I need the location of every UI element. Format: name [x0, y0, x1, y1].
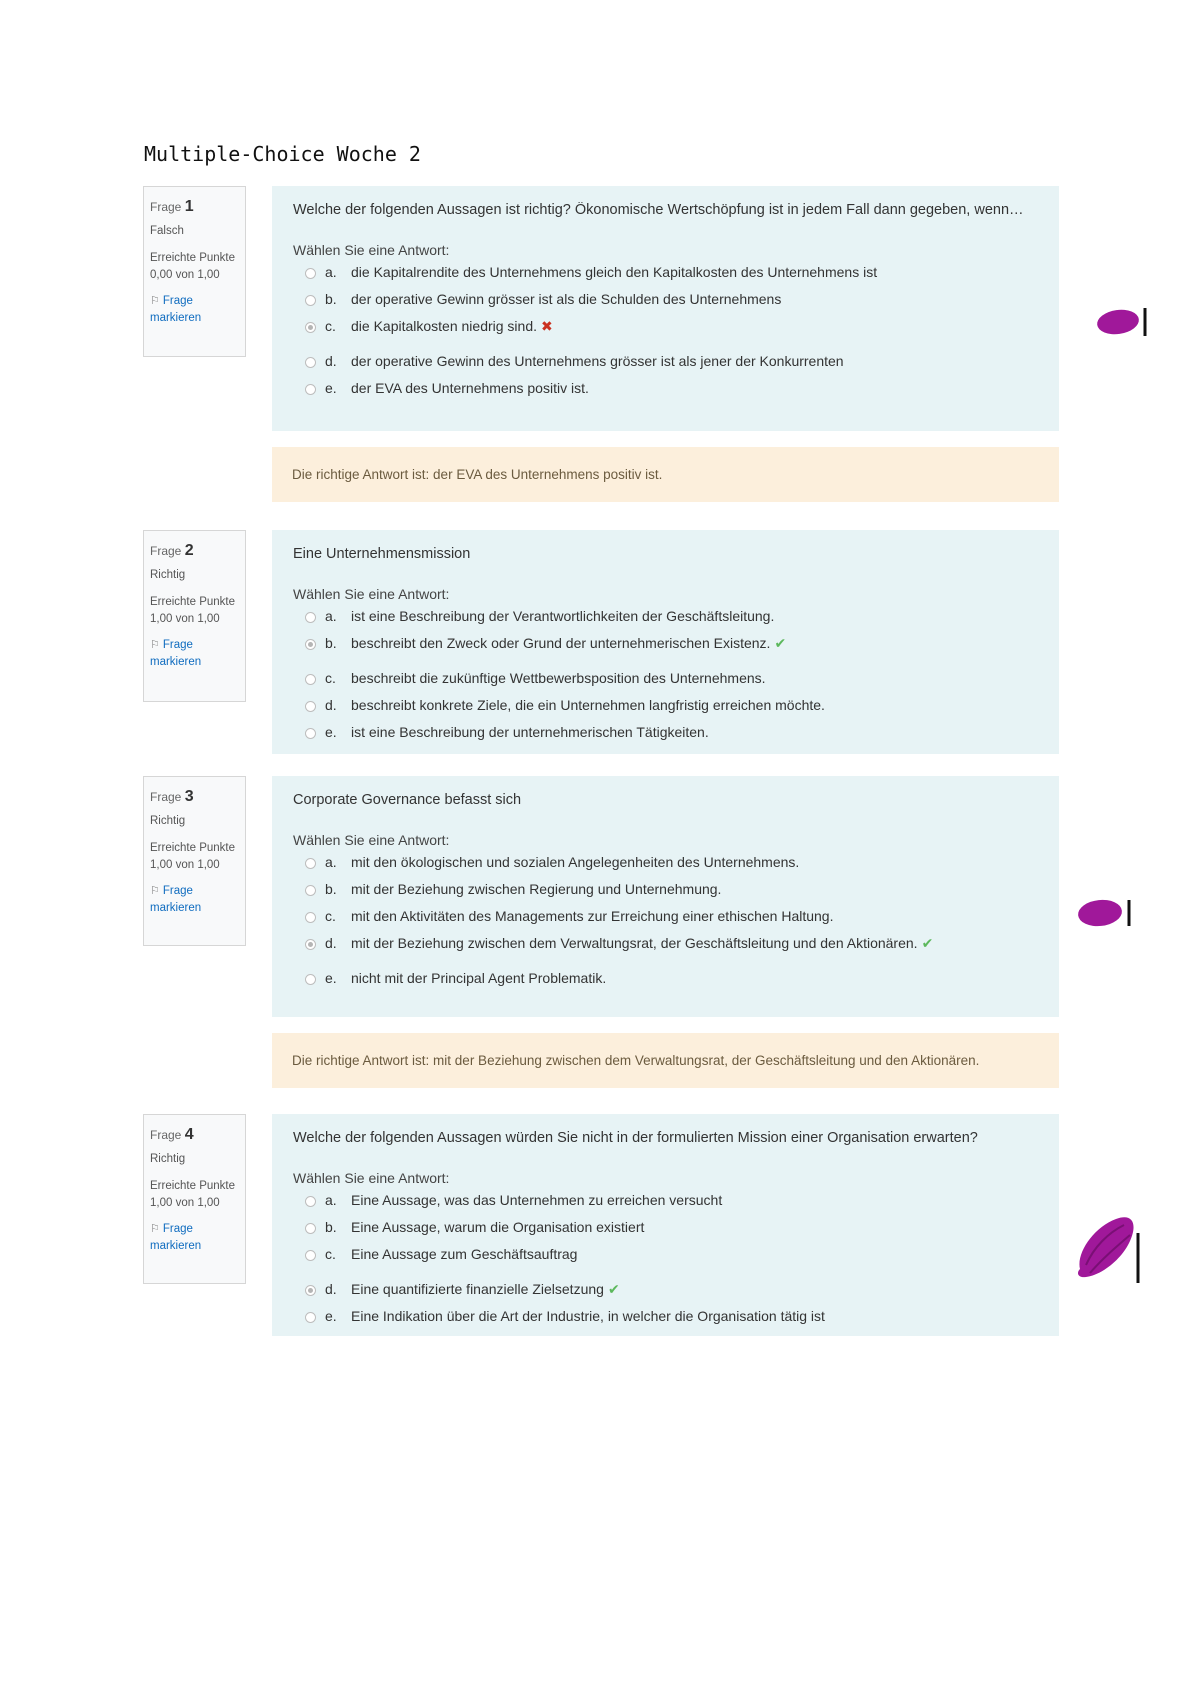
question-text: Welche der folgenden Aussagen ist richtig? Ökonomische Wertschöpfung ist in jedem Fall dann gegeben, wenn… [293, 202, 1024, 218]
answer-option-b[interactable]: b. der operative Gewinn grösser ist als die Schulden des Unternehmens [293, 291, 1039, 318]
question-info-4 [143, 1114, 246, 1284]
flag-question-link[interactable]: ⚐ Frage markieren [150, 885, 202, 915]
question-number: Frage 3 [150, 788, 194, 805]
question-number: Frage 1 [150, 198, 194, 215]
question-state: Falsch [150, 225, 184, 238]
radio-button-selected[interactable] [305, 939, 316, 950]
flag-question-link[interactable]: ⚐ Frage markieren [150, 1223, 202, 1253]
flag-icon: ⚐ [150, 639, 160, 652]
answer-prompt: Wählen Sie eine Antwort: [293, 242, 450, 258]
question-text: Welche der folgenden Aussagen würden Sie nicht in der formulierten Mission einer Organisation erwarten? [293, 1130, 978, 1146]
question-text: Eine Unternehmensmission [293, 546, 471, 562]
answer-option-a[interactable]: a. Eine Aussage, was das Unternehmen zu erreichen versucht [293, 1192, 1039, 1219]
correct-check-icon: ✔ [774, 635, 787, 651]
question-content-1 [272, 186, 1059, 431]
correct-check-icon: ✔ [921, 935, 934, 951]
correct-answer-feedback-3: Die richtige Antwort ist: mit der Beziehung zwischen dem Verwaltungsrat, der Geschäftsleitung und den Aktionären. [272, 1033, 1059, 1088]
radio-button[interactable] [305, 1250, 316, 1261]
radio-button[interactable] [305, 974, 316, 985]
question-info-2 [143, 530, 246, 702]
scribble-mark-2 [1075, 892, 1135, 934]
flag-question-link[interactable]: ⚐ Frage markieren [150, 639, 202, 669]
scribble-mark-1 [1094, 302, 1150, 342]
answer-option-d[interactable]: d. mit der Beziehung zwischen dem Verwaltungsrat, der Geschäftsleitung und den Aktionären. ✔ [293, 935, 1039, 962]
answer-option-c[interactable]: c. mit den Aktivitäten des Managements zur Erreichung einer ethischen Haltung. [293, 908, 1039, 935]
question-grade: Erreichte Punkte 0,00 von 1,00 [150, 251, 236, 281]
answer-prompt: Wählen Sie eine Antwort: [293, 1170, 450, 1186]
question-state: Richtig [150, 1153, 186, 1166]
answer-option-c[interactable]: c. die Kapitalkosten niedrig sind. ✖ [293, 318, 1039, 345]
radio-button[interactable] [305, 885, 316, 896]
radio-button-selected[interactable] [305, 639, 316, 650]
question-info-1 [143, 186, 246, 357]
question-state: Richtig [150, 815, 186, 828]
radio-button[interactable] [305, 268, 316, 279]
answer-option-b[interactable]: b. mit der Beziehung zwischen Regierung und Unternehmung. [293, 881, 1039, 908]
page-title: Multiple-Choice Woche 2 [144, 142, 421, 166]
question-state: Richtig [150, 569, 186, 582]
radio-button[interactable] [305, 912, 316, 923]
answer-prompt: Wählen Sie eine Antwort: [293, 832, 450, 848]
question-grade: Erreichte Punkte 1,00 von 1,00 [150, 595, 236, 625]
radio-button[interactable] [305, 384, 316, 395]
radio-button[interactable] [305, 858, 316, 869]
radio-button[interactable] [305, 674, 316, 685]
answer-option-b[interactable]: b. beschreibt den Zweck oder Grund der unternehmerischen Existenz. ✔ [293, 635, 1039, 662]
radio-button-selected[interactable] [305, 1285, 316, 1296]
flag-icon: ⚐ [150, 885, 160, 898]
answer-option-b[interactable]: b. Eine Aussage, warum die Organisation existiert [293, 1219, 1039, 1246]
radio-button[interactable] [305, 1223, 316, 1234]
scribble-mark-3 [1072, 1207, 1144, 1285]
radio-button[interactable] [305, 728, 316, 739]
answer-option-a[interactable]: a. mit den ökologischen und sozialen Angelegenheiten des Unternehmens. [293, 854, 1039, 881]
answer-prompt: Wählen Sie eine Antwort: [293, 586, 450, 602]
answer-option-e[interactable]: e. nicht mit der Principal Agent Problematik. [293, 970, 1039, 997]
radio-button[interactable] [305, 701, 316, 712]
correct-check-icon: ✔ [607, 1281, 620, 1297]
answer-option-a[interactable]: a. die Kapitalrendite des Unternehmens gleich den Kapitalkosten des Unternehmens ist [293, 264, 1039, 291]
radio-button[interactable] [305, 1196, 316, 1207]
answer-option-e[interactable]: e. ist eine Beschreibung der unternehmerischen Tätigkeiten. [293, 724, 1039, 751]
answer-option-d[interactable]: d. beschreibt konkrete Ziele, die ein Unternehmen langfristig erreichen möchte. [293, 697, 1039, 724]
question-grade: Erreichte Punkte 1,00 von 1,00 [150, 1179, 236, 1209]
answer-option-e[interactable]: e. Eine Indikation über die Art der Industrie, in welcher die Organisation tätig ist [293, 1308, 1039, 1335]
incorrect-icon: ✖ [541, 318, 553, 334]
correct-answer-feedback-1: Die richtige Antwort ist: der EVA des Unternehmens positiv ist. [272, 447, 1059, 502]
question-info-3 [143, 776, 246, 946]
answer-option-e[interactable]: e. der EVA des Unternehmens positiv ist. [293, 380, 1039, 407]
flag-icon: ⚐ [150, 1223, 160, 1236]
question-number: Frage 2 [150, 542, 194, 559]
question-content-2 [272, 530, 1059, 754]
radio-button[interactable] [305, 357, 316, 368]
radio-button[interactable] [305, 1312, 316, 1323]
question-number: Frage 4 [150, 1126, 194, 1143]
answer-option-c[interactable]: c. beschreibt die zukünftige Wettbewerbsposition des Unternehmens. [293, 670, 1039, 697]
answer-option-a[interactable]: a. ist eine Beschreibung der Verantwortlichkeiten der Geschäftsleitung. [293, 608, 1039, 635]
radio-button[interactable] [305, 295, 316, 306]
radio-button[interactable] [305, 612, 316, 623]
answer-option-d[interactable]: d. der operative Gewinn des Unternehmens grösser ist als jener der Konkurrenten [293, 353, 1039, 380]
answer-option-d[interactable]: d. Eine quantifizierte finanzielle Zielsetzung ✔ [293, 1281, 1039, 1308]
question-content-4 [272, 1114, 1059, 1336]
question-text: Corporate Governance befasst sich [293, 792, 522, 808]
flag-icon: ⚐ [150, 295, 160, 308]
question-grade: Erreichte Punkte 1,00 von 1,00 [150, 841, 236, 871]
answer-option-c[interactable]: c. Eine Aussage zum Geschäftsauftrag [293, 1246, 1039, 1273]
radio-button-selected[interactable] [305, 322, 316, 333]
question-content-3 [272, 776, 1059, 1017]
flag-question-link[interactable]: ⚐ Frage markieren [150, 295, 202, 325]
